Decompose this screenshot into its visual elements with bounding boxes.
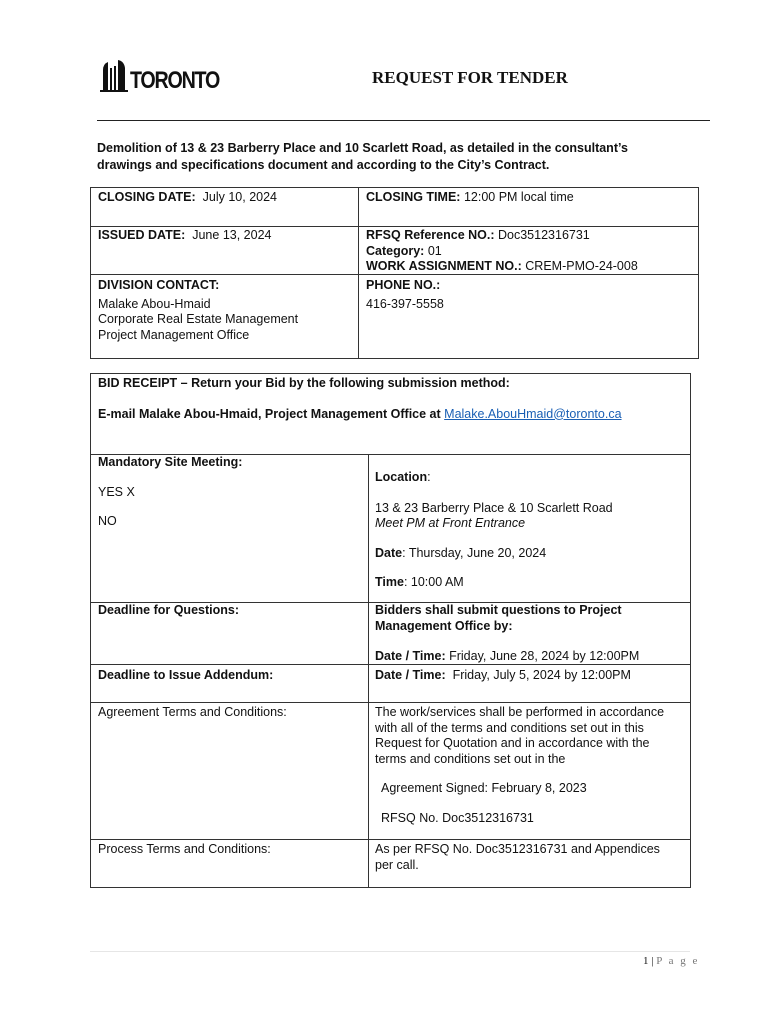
site-meeting-label: Mandatory Site Meeting:	[98, 455, 243, 469]
rfsq-value: Doc3512316731	[498, 228, 590, 242]
meeting-time-value: : 10:00 AM	[403, 575, 464, 589]
page-separator: |	[651, 955, 654, 967]
page-footer	[643, 955, 699, 967]
phone-value: 416-397-5558	[366, 296, 444, 311]
division-contact-label: DIVISION CONTACT:	[98, 278, 220, 292]
summary-table	[90, 187, 699, 359]
agreement-text: Request for Quotation and in accordance with the	[375, 736, 650, 750]
agreement-text: The work/services shall be performed in accordance	[375, 705, 665, 719]
toronto-logo	[100, 58, 239, 92]
work-assignment-label: WORK ASSIGNMENT NO.:	[366, 259, 522, 273]
column-divider	[368, 454, 369, 887]
city-hall-logo-icon	[100, 58, 128, 92]
reference-cell	[366, 228, 638, 275]
page-word: P a g e	[656, 955, 700, 967]
agreement-label-cell	[98, 705, 287, 721]
email-link[interactable]: Malake.AbouHmaid@toronto.ca	[444, 406, 622, 421]
contact-name: Malake Abou-Hmaid	[98, 296, 211, 311]
addendum-datetime-label: Date / Time:	[375, 668, 446, 682]
work-assignment-value: CREM-PMO-24-008	[525, 259, 638, 273]
issued-date-label: ISSUED DATE:	[98, 228, 186, 242]
addendum-label-cell	[98, 668, 273, 684]
questions-datetime-value: Friday, June 28, 2024 by 12:00PM	[449, 649, 640, 663]
location-cell	[375, 470, 613, 591]
contact-office: Project Management Office	[98, 327, 250, 342]
contact-department: Corporate Real Estate Management	[98, 312, 299, 326]
meeting-time-label: Time	[375, 575, 404, 589]
meeting-date-label: Date	[375, 545, 403, 560]
division-contact-cell	[98, 278, 298, 343]
row-divider	[91, 839, 690, 840]
category-label: Category:	[366, 243, 425, 258]
questions-text: Management Office by:	[375, 618, 513, 633]
closing-time-label: CLOSING TIME:	[366, 190, 461, 204]
closing-date-value: July 10, 2024	[202, 190, 277, 204]
row-divider	[91, 226, 698, 227]
addendum-label: Deadline to Issue Addendum:	[98, 668, 274, 682]
process-label-cell	[98, 842, 271, 858]
location-note: Meet PM at Front Entrance	[375, 516, 526, 530]
bid-receipt-text: BID RECEIPT – Return your Bid by the following submission method:	[98, 376, 510, 390]
location-address: 13 & 23 Barberry Place & 10 Scarlett Road	[375, 500, 613, 515]
phone-cell	[366, 278, 444, 312]
row-divider	[91, 702, 690, 703]
agreement-label: Agreement Terms and Conditions:	[98, 705, 287, 719]
questions-label: Deadline for Questions:	[98, 603, 239, 617]
email-instruction: E-mail Malake Abou-Hmaid, Project Management Office at	[98, 406, 441, 421]
agreement-signed: Agreement Signed: February 8, 2023	[381, 781, 587, 795]
addendum-datetime-value: Friday, July 5, 2024 by 12:00PM	[452, 668, 631, 682]
questions-text: Bidders shall submit questions to Project	[375, 603, 622, 617]
issued-date-value: June 13, 2024	[192, 228, 272, 242]
page-title: REQUEST FOR TENDER	[372, 68, 568, 87]
process-label: Process Terms and Conditions:	[98, 842, 271, 856]
phone-label: PHONE NO.:	[366, 278, 441, 292]
meeting-date-value: : Thursday, June 20, 2024	[402, 545, 547, 560]
rfsq-label: RFSQ Reference NO.:	[366, 228, 495, 242]
category-value: 01	[427, 243, 442, 258]
questions-label-cell	[98, 603, 239, 619]
yes-option: YES X	[98, 484, 135, 499]
intro-description	[97, 140, 677, 174]
agreement-rfsq: RFSQ No. Doc3512316731	[381, 810, 534, 825]
process-text: As per RFSQ No. Doc3512316731 and Appendices	[375, 842, 660, 856]
site-meeting-cell	[98, 455, 242, 530]
column-divider	[358, 188, 359, 358]
process-text: per call.	[375, 857, 419, 872]
page-number: 1	[643, 955, 649, 967]
issued-date-cell	[98, 228, 271, 244]
agreement-detail-cell	[375, 705, 664, 826]
closing-time-cell	[366, 190, 574, 206]
agreement-text: terms and conditions set out in the	[375, 751, 566, 766]
addendum-detail-cell	[375, 668, 631, 684]
bid-receipt-cell	[98, 376, 622, 422]
questions-detail-cell	[375, 603, 639, 665]
process-detail-cell	[375, 842, 660, 873]
header-divider	[97, 120, 710, 121]
footer-divider	[90, 951, 690, 952]
closing-date-label: CLOSING DATE:	[98, 190, 196, 204]
intro-line: Demolition of 13 & 23 Barberry Place and 10 Scarlett Road, as detailed in the consultant’s	[97, 141, 628, 155]
closing-time-value: 12:00 PM local time	[463, 190, 574, 204]
questions-datetime-label: Date / Time:	[375, 649, 446, 663]
no-option: NO	[98, 514, 117, 528]
logo-wordmark: TORONTO	[130, 67, 220, 94]
agreement-text: with all of the terms and conditions set out in this	[375, 720, 644, 735]
intro-line: drawings and specifications document and according to the City’s Contract.	[97, 158, 550, 172]
location-label: Location	[375, 470, 428, 484]
closing-date-cell	[98, 190, 277, 206]
location-colon: :	[427, 470, 431, 484]
bid-table	[90, 373, 691, 888]
